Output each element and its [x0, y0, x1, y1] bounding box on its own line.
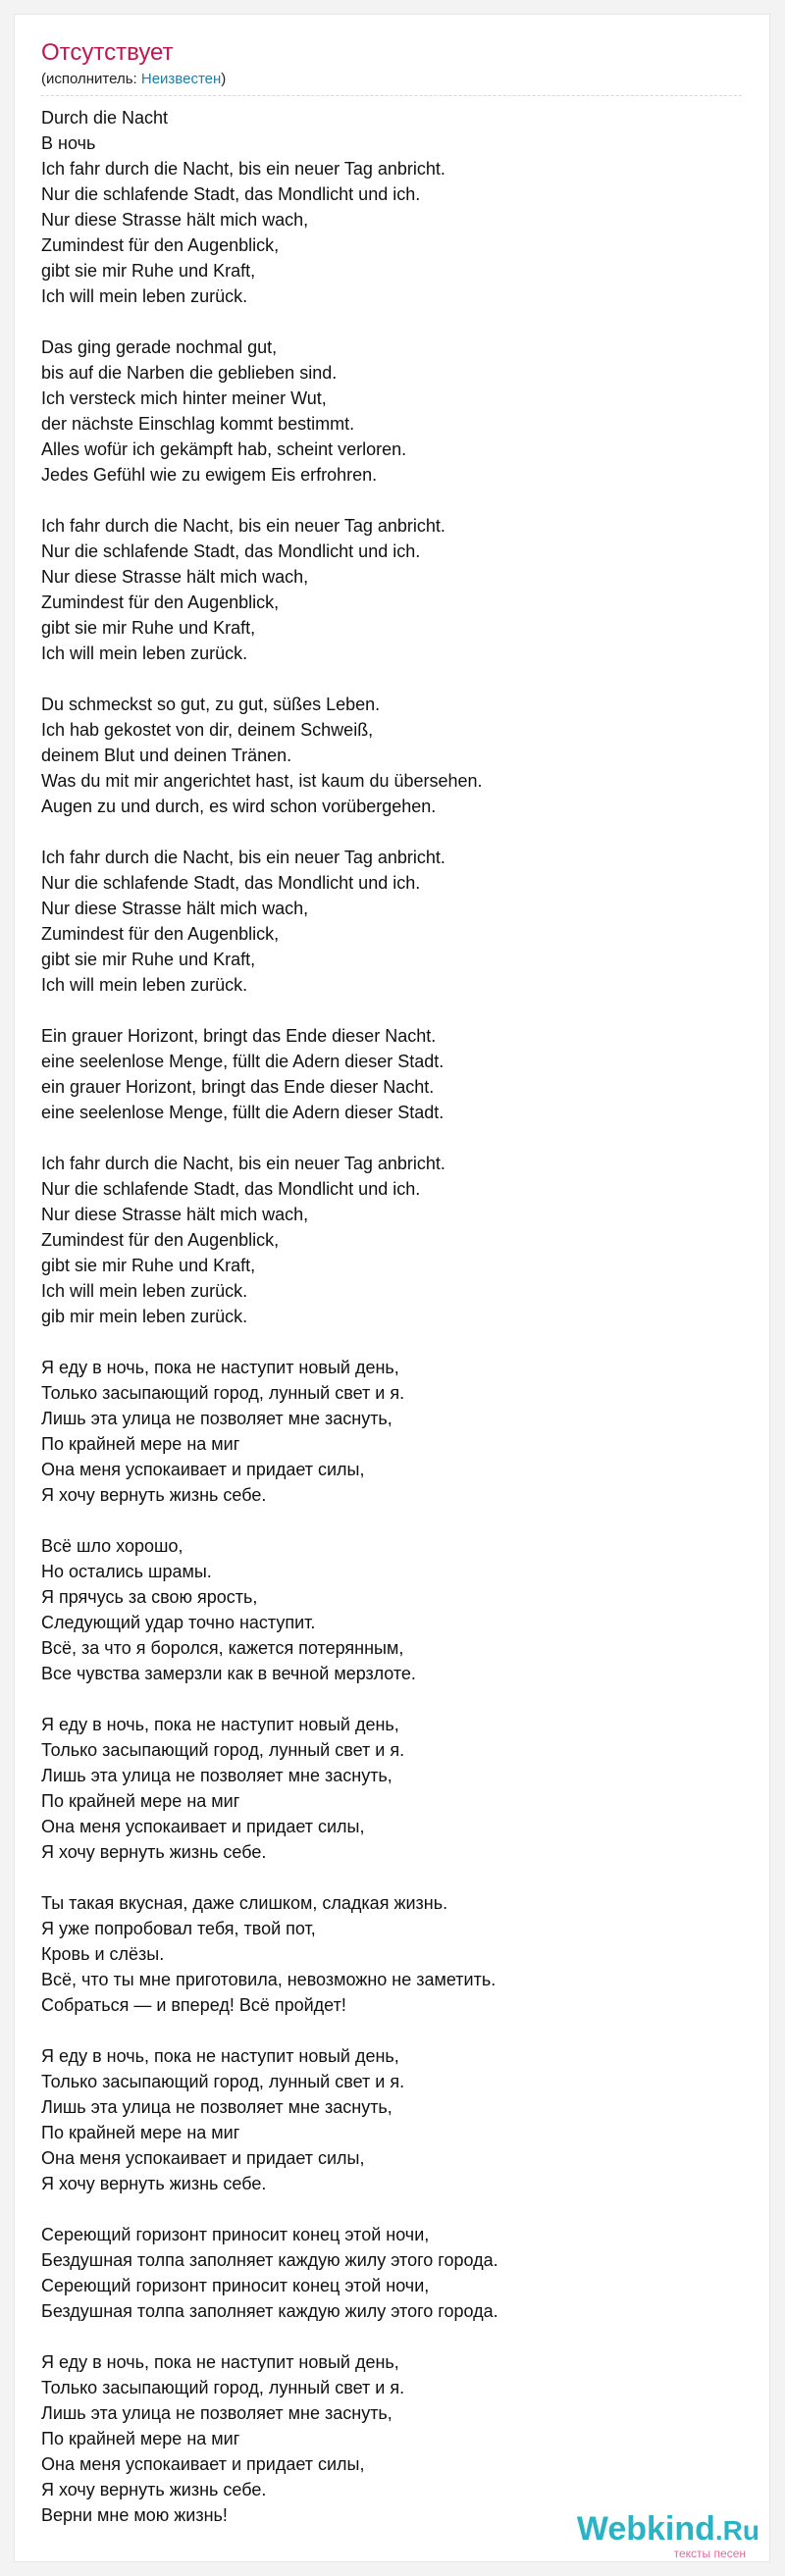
lyrics-line: Ich fahr durch die Nacht, bis ein neuer Tag anbricht.: [41, 516, 445, 536]
lyrics-line: Ich versteck mich hinter meiner Wut,: [41, 388, 327, 408]
lyrics-line: По крайней мере на миг: [41, 2429, 240, 2448]
lyrics-line: Ich will mein leben zurück.: [41, 1281, 248, 1301]
lyrics-line: bis auf die Narben die geblieben sind.: [41, 363, 338, 383]
lyrics-line: Zumindest für den Augenblick,: [41, 1230, 280, 1250]
lyrics-line: Следующий удар точно наступит.: [41, 1613, 316, 1632]
lyrics-line: Она меня успокаивает и придает силы,: [41, 1817, 365, 1836]
lyrics-line: По крайней мере на миг: [41, 1434, 240, 1454]
header-divider: [41, 95, 742, 96]
lyrics-stanza: [41, 1533, 742, 1686]
lyrics-line: Du schmeckst so gut, zu gut, süßes Leben.: [41, 695, 381, 714]
lyrics-line: Она меня успокаивает и придает силы,: [41, 1460, 365, 1479]
lyrics-line: Все чувства замерзли как в вечной мерзлоте.: [41, 1664, 416, 1683]
lyrics-line: gibt sie mir Ruhe und Kraft,: [41, 618, 256, 638]
lyrics-line: Ich hab gekostet von dir, deinem Schweiß,: [41, 720, 374, 740]
lyrics-stanza: [41, 2043, 742, 2196]
lyrics-line: Только засыпающий город, лунный свет и я.: [41, 1740, 405, 1760]
lyrics-body: [41, 105, 742, 2553]
lyrics-line: Она меня успокаивает и придает силы,: [41, 2454, 365, 2474]
lyrics-line: Я хочу вернуть жизнь себе.: [41, 1485, 267, 1505]
lyrics-stanza: [41, 1023, 742, 1125]
lyrics-line: Я еду в ночь, пока не наступит новый день,: [41, 1715, 399, 1734]
brand-tld: .Ru: [714, 2515, 759, 2546]
lyrics-line: Nur diese Strasse hält mich wach,: [41, 210, 309, 230]
lyrics-line: Ich fahr durch die Nacht, bis ein neuer Tag anbricht.: [41, 848, 445, 867]
lyrics-line: Верни мне мою жизнь!: [41, 2505, 228, 2525]
lyrics-line: Das ging gerade nochmal gut,: [41, 337, 278, 357]
lyrics-line: Бездушная толпа заполняет каждую жилу этого города.: [41, 2250, 498, 2270]
lyrics-line: Лишь эта улица не позволяет мне заснуть,: [41, 2403, 392, 2423]
lyrics-line: Nur die schlafende Stadt, das Mondlicht und ich.: [41, 873, 421, 893]
lyrics-line: Nur die schlafende Stadt, das Mondlicht und ich.: [41, 1179, 421, 1199]
lyrics-line: Но остались шрамы.: [41, 1562, 212, 1581]
lyrics-line: Jedes Gefühl wie zu ewigem Eis erfrohren.: [41, 465, 378, 485]
artist-line: [41, 71, 226, 88]
lyrics-stanza: [41, 105, 742, 309]
lyrics-line: Ich will mein leben zurück.: [41, 975, 248, 995]
lyrics-stanza: [41, 2222, 742, 2324]
lyrics-line: Собраться — и вперед! Всё пройдет!: [41, 1995, 346, 2015]
brand-name-wrap: [577, 2511, 759, 2549]
lyrics-stanza: [41, 845, 742, 998]
lyrics-stanza: [41, 2349, 742, 2528]
lyrics-stanza: [41, 1355, 742, 1508]
lyrics-stanza: [41, 335, 742, 488]
lyrics-line: gibt sie mir Ruhe und Kraft,: [41, 950, 256, 969]
lyrics-line: Я хочу вернуть жизнь себе.: [41, 2174, 267, 2193]
lyrics-line: gib mir mein leben zurück.: [41, 1307, 248, 1326]
lyrics-stanza: [41, 1890, 742, 2018]
lyrics-line: der nächste Einschlag kommt bestimmt.: [41, 414, 355, 434]
lyrics-line: Zumindest für den Augenblick,: [41, 235, 280, 255]
lyrics-line: Я хочу вернуть жизнь себе.: [41, 1842, 267, 1862]
song-title: Отсутствует: [41, 39, 174, 66]
lyrics-line: Всё шло хорошо,: [41, 1536, 183, 1556]
lyrics-line: Was du mit mir angerichtet hast, ist kaum du übersehen.: [41, 771, 483, 791]
lyrics-line: Ты такая вкусная, даже слишком, сладкая жизнь.: [41, 1893, 448, 1913]
lyrics-line: Ich will mein leben zurück.: [41, 286, 248, 306]
lyrics-line: Durch die Nacht: [41, 108, 169, 128]
lyrics-line: Я прячусь за свою ярость,: [41, 1587, 258, 1607]
lyrics-line: Nur die schlafende Stadt, das Mondlicht und ich.: [41, 184, 421, 204]
lyrics-line: Она меня успокаивает и придает силы,: [41, 2148, 365, 2168]
lyrics-line: Только засыпающий город, лунный свет и я.: [41, 1383, 405, 1403]
lyrics-line: Zumindest für den Augenblick,: [41, 592, 280, 612]
lyrics-line: Всё, за что я боролся, кажется потерянным,: [41, 1638, 404, 1658]
lyrics-line: Всё, что ты мне приготовила, невозможно не заметить.: [41, 1970, 497, 1989]
lyrics-line: Я уже попробовал тебя, твой пот,: [41, 1919, 316, 1938]
lyrics-line: Alles wofür ich gekämpft hab, scheint verloren.: [41, 439, 407, 459]
lyrics-line: Ein grauer Horizont, bringt das Ende dieser Nacht.: [41, 1026, 437, 1046]
lyrics-line: По крайней мере на миг: [41, 1791, 240, 1811]
lyrics-line: Я еду в ночь, пока не наступит новый день,: [41, 2352, 399, 2372]
brand-tagline: тексты песен: [673, 2547, 746, 2560]
lyrics-line: deinem Blut und deinen Tränen.: [41, 746, 292, 765]
lyrics-line: В ночь: [41, 133, 96, 153]
lyrics-line: gibt sie mir Ruhe und Kraft,: [41, 1256, 256, 1275]
lyrics-line: Я еду в ночь, пока не наступит новый день,: [41, 1358, 399, 1377]
lyrics-stanza: [41, 1712, 742, 1865]
lyrics-line: Только засыпающий город, лунный свет и я.: [41, 2378, 405, 2397]
lyrics-line: Я хочу вернуть жизнь себе.: [41, 2480, 267, 2499]
artist-link[interactable]: Неизвестен: [140, 71, 222, 87]
lyrics-line: Только засыпающий город, лунный свет и я.: [41, 2072, 405, 2091]
brand-name: Webkind: [576, 2510, 715, 2548]
lyrics-line: Лишь эта улица не позволяет мне заснуть,: [41, 1766, 392, 1785]
brand-logo[interactable]: [567, 2511, 759, 2560]
lyrics-line: Nur diese Strasse hält mich wach,: [41, 899, 309, 918]
artist-suffix: ): [221, 71, 227, 87]
lyrics-line: Я еду в ночь, пока не наступит новый день,: [41, 2046, 399, 2066]
lyrics-line: ein grauer Horizont, bringt das Ende dieser Nacht.: [41, 1077, 435, 1097]
lyrics-line: Бездушная толпа заполняет каждую жилу этого города.: [41, 2301, 498, 2321]
lyrics-line: Сереющий горизонт приносит конец этой ночи,: [41, 2276, 430, 2295]
lyrics-line: Ich will mein leben zurück.: [41, 644, 248, 663]
lyrics-line: eine seelenlose Menge, füllt die Adern dieser Stadt.: [41, 1052, 445, 1071]
lyrics-line: Сереющий горизонт приносит конец этой ночи,: [41, 2225, 430, 2244]
lyrics-line: Кровь и слёзы.: [41, 1944, 165, 1964]
lyrics-line: Nur diese Strasse hält mich wach,: [41, 1205, 309, 1224]
lyrics-line: Nur diese Strasse hält mich wach,: [41, 567, 309, 587]
lyrics-stanza: [41, 513, 742, 666]
lyrics-line: Ich fahr durch die Nacht, bis ein neuer Tag anbricht.: [41, 1154, 445, 1173]
lyrics-stanza: [41, 692, 742, 819]
artist-prefix: (исполнитель:: [41, 71, 141, 87]
lyrics-line: По крайней мере на миг: [41, 2123, 240, 2142]
lyrics-line: gibt sie mir Ruhe und Kraft,: [41, 261, 256, 281]
lyrics-line: eine seelenlose Menge, füllt die Adern dieser Stadt.: [41, 1103, 445, 1122]
lyrics-line: Nur die schlafende Stadt, das Mondlicht und ich.: [41, 541, 421, 561]
lyrics-line: Zumindest für den Augenblick,: [41, 924, 280, 944]
lyrics-line: Лишь эта улица не позволяет мне заснуть,: [41, 1409, 392, 1428]
lyrics-stanza: [41, 1151, 742, 1329]
lyrics-line: Augen zu und durch, es wird schon vorübergehen.: [41, 797, 437, 816]
lyrics-line: Лишь эта улица не позволяет мне заснуть,: [41, 2097, 392, 2117]
lyrics-line: Ich fahr durch die Nacht, bis ein neuer Tag anbricht.: [41, 159, 445, 179]
